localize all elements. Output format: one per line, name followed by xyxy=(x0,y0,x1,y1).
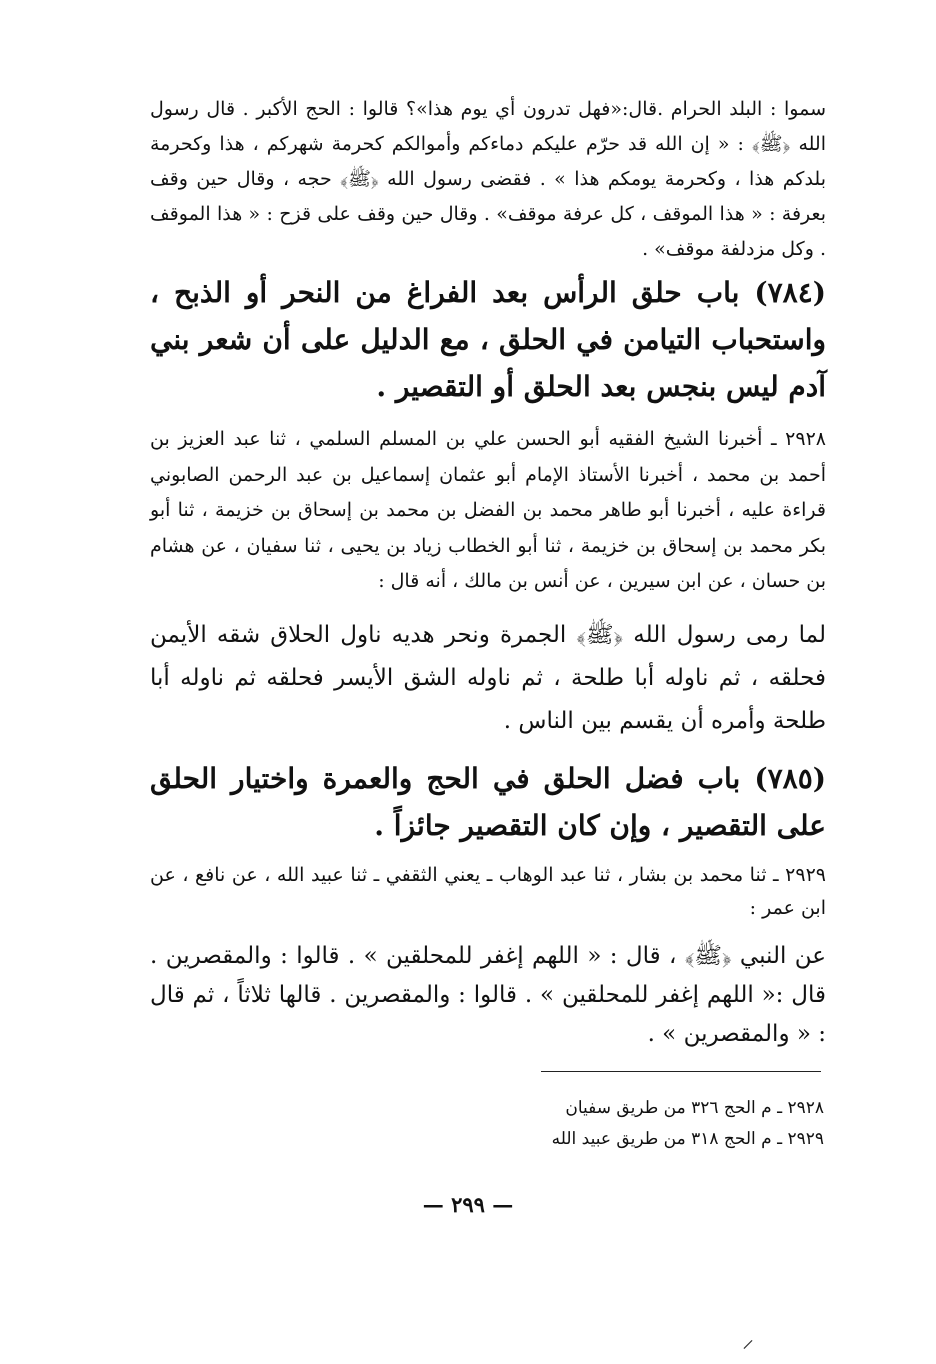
chapter-heading-785: (٧٨٥) باب فضل الحلق في الحج والعمرة واختيار الحلق على التقصير ، وإن كان التقصير جائزاً . xyxy=(150,761,826,842)
intro-paragraph: سموا : البلد الحرام .قال:«فهل تدرون أي يوم هذا»؟ قالوا : الحج الأكبر . قال رسول الله ﴿ﷺ﴾ : « إن الله قد حرّم عليكم دماءكم وأموالكم كحرمة شهركم ، هذا وكحرمة بلدكم هذا ، وكحرمة يومكم هذا » . فقضى رسول الله ﴿ﷺ﴾ حجه ، وقال حين وقف بعرفة : « هذا الموقف ، كل عرفة موقف» . وقال حين وقف على قزح : « هذا الموقف . وكل مزدلفة موقف» . xyxy=(150,98,826,260)
scan-mark: ⸝ xyxy=(742,1325,754,1353)
footnote-divider xyxy=(541,1071,821,1072)
hadith-2928-chain: ٢٩٢٨ ـ أخبرنا الشيخ الفقيه أبو الحسن علي بن المسلم السلمي ، ثنا عبد العزيز بن أحمد بن محمد ، أخبرنا الأستاذ الإمام أبو عثمان إسماعيل بن عبد الرحمن الصابوني قراءة عليه ، أخبرنا أبو طاهر محمد بن الفضل بن محمد بن إسحاق بن خزيمة ، ثنا أبو بكر محمد بن إسحاق بن خزيمة ، ثنا أبو الخطاب زياد بن يحيى ، ثنا سفيان ، عن هشام بن حسان ، عن ابن سيرين ، عن أنس بن مالك ، أنه قال : xyxy=(150,428,826,592)
hadith-2929-chain: ٢٩٢٩ ـ ثنا محمد بن بشار ، ثنا عبد الوهاب ـ يعني الثقفي ـ ثنا عبيد الله ، عن نافع ، عن ابن عمر : xyxy=(150,863,826,919)
chapter-heading-784: (٧٨٤) باب حلق الرأس بعد الفراغ من النحر أو الذبح ، واستحباب التيامن في الحلق ، مع الدليل على أن شعر بني آدم ليس بنجس بعد الحلق أو التقصير . xyxy=(150,276,826,403)
hadith-2928-text: لما رمى رسول الله ﴿ﷺ﴾ الجمرة ونحر هديه ناول الحلاق شقه الأيمن فحلقه ، ثم ناوله أبا طلحة ، ثم ناوله الشق الأيسر فحلقه ثم ناوله أبا طلحة وأمره أن يقسم بين الناس . xyxy=(150,621,826,734)
footnote-2929: ٢٩٢٩ ـ م الحج ٣١٨ من طريق عبيد الله xyxy=(551,1129,824,1149)
hadith-2929-text: عن النبي ﴿ﷺ﴾ ، قال : « اللهم إغفر للمحلقين » . قالوا : والمقصرين . قال :« اللهم إغفر للمحلقين » . قالوا : والمقصرين . قالها ثلاثاً ، ثم قال : « والمقصرين » . xyxy=(150,942,826,1047)
page-number: — ٢٩٩ — xyxy=(422,1192,514,1217)
footnotes xyxy=(552,1093,824,1155)
footnote-2928: ٢٩٢٨ ـ م الحج ٣٢٦ من طريق سفيان xyxy=(565,1098,824,1118)
